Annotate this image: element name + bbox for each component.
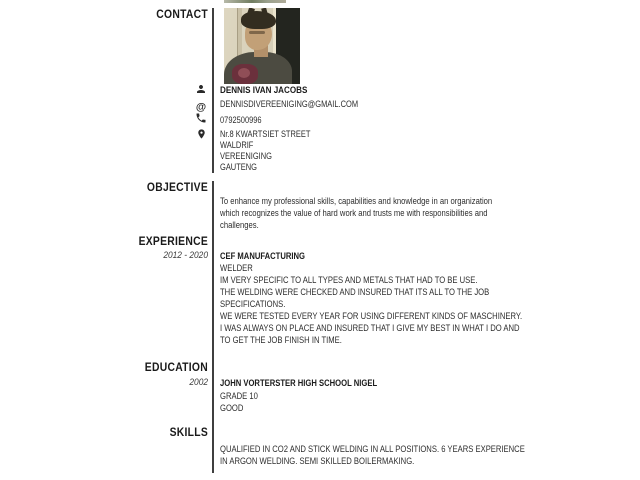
photo-top-sliver — [224, 0, 286, 3]
contact-name: DENNIS IVAN JACOBS — [220, 85, 308, 96]
experience-heading: EXPERIENCE — [138, 236, 208, 248]
objective-line: To enhance my professional skills, capabilities and knowledge in an organization — [220, 196, 493, 206]
objective-heading: OBJECTIVE — [146, 182, 208, 194]
contact-phone: 0792500996 — [220, 115, 262, 125]
education-year: 2002 — [189, 377, 208, 387]
experience-line: TO GET THE JOB FINISH IN TIME. — [220, 335, 342, 345]
photo-hair-spike — [261, 8, 268, 16]
section-divider-bottom — [212, 181, 214, 473]
skills-line: IN ARGON WELDING. SEMI SKILLED BOILERMAKING. — [220, 456, 415, 466]
address-line: WALDRIF — [220, 140, 254, 150]
photo-shirt-print-highlight — [238, 68, 250, 78]
education-school: JOHN VORTERSTER HIGH SCHOOL NIGEL — [220, 378, 378, 388]
location-pin-icon — [193, 127, 209, 145]
contact-email: DENNISDIVEREENIGING@GMAIL.COM — [220, 99, 359, 109]
objective-text — [220, 195, 492, 231]
contact-heading: CONTACT — [156, 9, 208, 21]
objective-line: which recognizes the value of hard work and trusts me with responsibilities and — [220, 208, 488, 218]
experience-company: CEF MANUFACTURING — [220, 251, 305, 261]
experience-period: 2012 - 2020 — [163, 250, 208, 260]
skills-line: QUALIFIED IN CO2 AND STICK WELDING IN ALL POSITIONS. 6 YEARS EXPERIENCE — [220, 444, 525, 454]
experience-line: SPECIFICATIONS. — [220, 299, 286, 309]
education-heading: EDUCATION — [144, 362, 208, 374]
section-divider-top — [212, 8, 214, 173]
experience-line: WE WERE TESTED EVERY YEAR FOR USING DIFFERENT KINDS OF MASCHINERY. — [220, 311, 523, 321]
education-detail: GOOD — [220, 403, 244, 413]
education-detail: GRADE 10 — [220, 390, 258, 401]
at-sign-icon: @ — [195, 101, 207, 113]
experience-line: I WAS ALWAYS ON PLACE AND INSURED THAT I GIVE MY BEST IN WHAT I DO AND — [220, 323, 520, 333]
experience-line: THE WELDING WERE CHECKED AND INSURED THAT ITS ALL TO THE JOB — [220, 287, 490, 297]
experience-line: IM VERY SPECIFIC TO ALL TYPES AND METALS THAT HAD TO BE USE. — [220, 275, 478, 285]
address-line: Nr.8 KWARTSIET STREET — [220, 129, 311, 139]
contact-address — [220, 129, 310, 173]
experience-entry — [220, 250, 522, 346]
experience-role: WELDER — [220, 263, 253, 273]
skills-heading: SKILLS — [169, 427, 208, 439]
address-line: VEREENIGING — [220, 151, 272, 161]
address-line: GAUTENG — [220, 162, 257, 172]
objective-line: challenges. — [220, 220, 259, 230]
education-entry — [220, 377, 377, 415]
skills-text — [220, 443, 525, 467]
portrait-photo — [224, 8, 300, 84]
photo-brow-shadow — [249, 31, 265, 34]
